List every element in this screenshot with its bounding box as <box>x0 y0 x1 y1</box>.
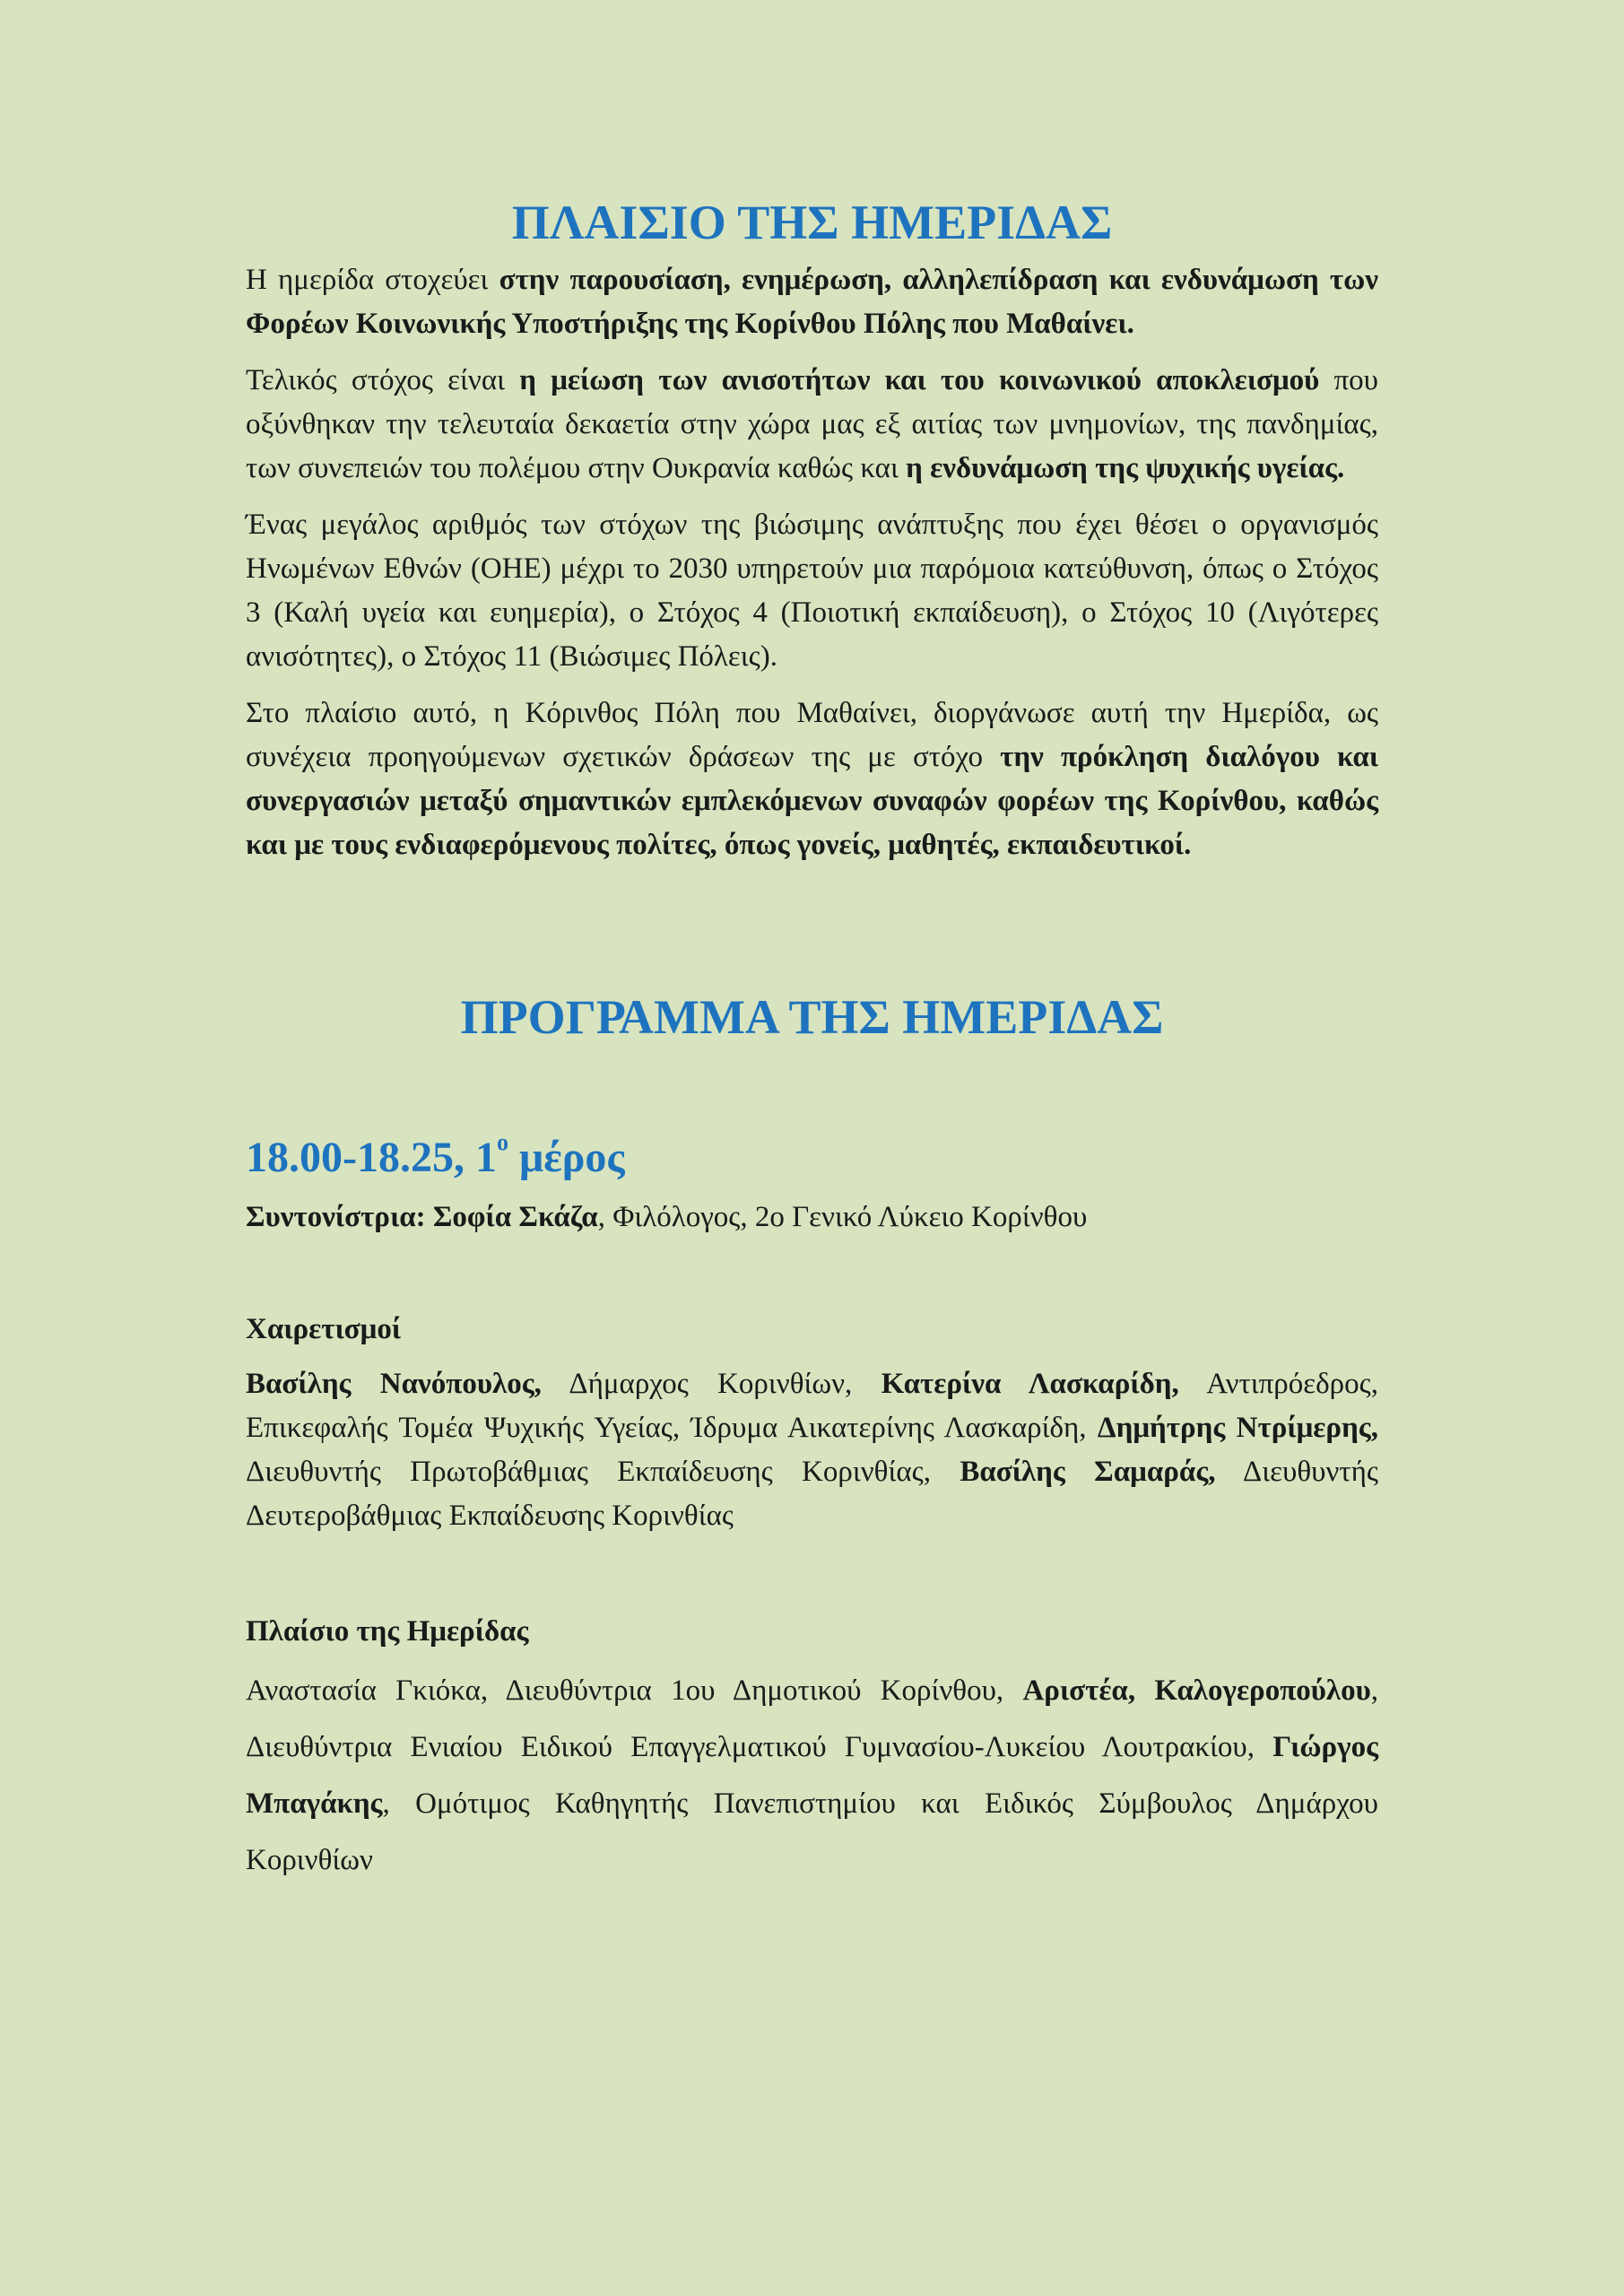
context-title: Πλαίσιο της Ημερίδας <box>246 1615 529 1648</box>
paragraph-final-goal <box>246 359 1378 491</box>
session-ordinal: ο <box>496 1129 508 1155</box>
bold-text-run: Δημήτρης Ντρίμερης, <box>1097 1412 1378 1444</box>
bold-text-run: Αριστέα, Καλογεροπούλου <box>1022 1674 1371 1707</box>
text-run: Αντιπρόεδρος, Επικεφαλής Τομέα Ψυχικής Υγείας, Ίδρυμα Αικατερίνης Λασκαρίδη, <box>246 1368 1378 1444</box>
text-run: , Ομότιμος Καθηγητής Πανεπιστημίου και Ειδικός Σύμβουλος Δημάρχου Κορινθίων <box>246 1787 1378 1876</box>
page-content <box>246 194 1378 1889</box>
bold-text-run: Κατερίνα Λασκαρίδη, <box>881 1368 1179 1400</box>
text-run: Αναστασία Γκιόκα, Διευθύντρια 1ου Δημοτικού Κορίνθου, <box>246 1674 1023 1707</box>
bold-text-run: η μείωση των ανισοτήτων και του κοινωνικού αποκλεισμού <box>519 364 1320 396</box>
session-time: 18.00-18.25, 1 <box>246 1134 497 1181</box>
bold-text-run: Βασίλης Σαμαράς, <box>960 1456 1216 1488</box>
text-run: Δήμαρχος Κορινθίων, <box>541 1368 881 1400</box>
text-run: Διευθυντής Πρωτοβάθμιας Εκπαίδευσης Κορινθίας, <box>246 1456 960 1488</box>
greetings-text <box>246 1362 1378 1538</box>
paragraph-un-goals <box>246 503 1378 679</box>
section-title-program: ΠΡΟΓΡΑΜΜΑ ΤΗΣ ΗΜΕΡΙΔΑΣ <box>460 990 1164 1044</box>
paragraph-aim <box>246 258 1378 346</box>
text-run: Η ημερίδα στοχεύει <box>246 264 499 296</box>
context-speakers-text <box>246 1663 1378 1889</box>
section-title-context: ΠΛΑΙΣΙΟ ΤΗΣ ΗΜΕΡΙΔΑΣ <box>511 196 1113 249</box>
bold-text-run: Συντονίστρια: Σοφία Σκάζα <box>246 1201 598 1233</box>
paragraph-organization <box>246 691 1378 867</box>
text-run: Στο πλαίσιο αυτό, η Κόρινθος Πόλη που Μαθαίνει, διοργάνωσε αυτή την Ημερίδα, ως συνέχεια προηγούμενων σχετικών δράσεων της με στόχο <box>246 697 1378 773</box>
greetings-title: Χαιρετισμοί <box>246 1313 402 1345</box>
bold-text-run: Γιώργος Μπαγάκης <box>246 1731 1378 1820</box>
bold-text-run: η ενδυνάμωση της ψυχικής υγείας. <box>906 452 1345 484</box>
text-run: , Φιλόλογος, 2ο Γενικό Λύκειο Κορίνθου <box>597 1201 1088 1233</box>
text-run: Ένας μεγάλος αριθμός των στόχων της βιώσιμης ανάπτυξης που έχει θέσει ο οργανισμός Ηνωμένων Εθνών (ΟΗΕ) μέχρι το 2030 υπηρετούν μια παρόμοια κατεύθυνση, όπως ο Στόχος 3 (Καλή υγεία και ευημερία), ο Στόχος 4 (Ποιοτική εκπαίδευση), ο Στόχος 10 (Λιγότερες ανισότητες), ο Στόχος 11 (Βιώσιμες Πόλεις). <box>246 509 1378 673</box>
bold-text-run: Βασίλης Νανόπουλος, <box>246 1368 542 1400</box>
text-run: Τελικός στόχος είναι <box>246 364 520 396</box>
text-run: Διευθυντής Δευτεροβάθμιας Εκπαίδευσης Κορινθίας <box>246 1456 1378 1532</box>
bold-text-run: στην παρουσίαση, ενημέρωση, αλληλεπίδραση και ενδυνάμωση των Φορέων Κοινωνικής Υποστήριξης της Κορίνθου Πόλης που Μαθαίνει. <box>246 264 1378 340</box>
session-time-heading <box>246 1131 1378 1185</box>
bold-text-run: την πρόκληση διαλόγου και συνεργασιών μεταξύ σημαντικών εμπλεκόμενων συναφών φορέων της Κορίνθου, καθώς και με τους ενδιαφερόμενους πολίτες, όπως γονείς, μαθητές, εκπαιδευτικοί. <box>246 741 1378 861</box>
text-run: , Διευθύντρια Ενιαίου Ειδικού Επαγγελματικού Γυμνασίου-Λυκείου Λουτρακίου, <box>246 1674 1379 1763</box>
text-run: που οξύνθηκαν την τελευταία δεκαετία στην χώρα μας εξ αιτίας των μνημονίων, της πανδημίας, των συνεπειών του πολέμου στην Ουκρανία καθώς και <box>246 364 1379 484</box>
session-part-label: μέρος <box>508 1134 625 1181</box>
coordinator-line <box>246 1196 1378 1239</box>
